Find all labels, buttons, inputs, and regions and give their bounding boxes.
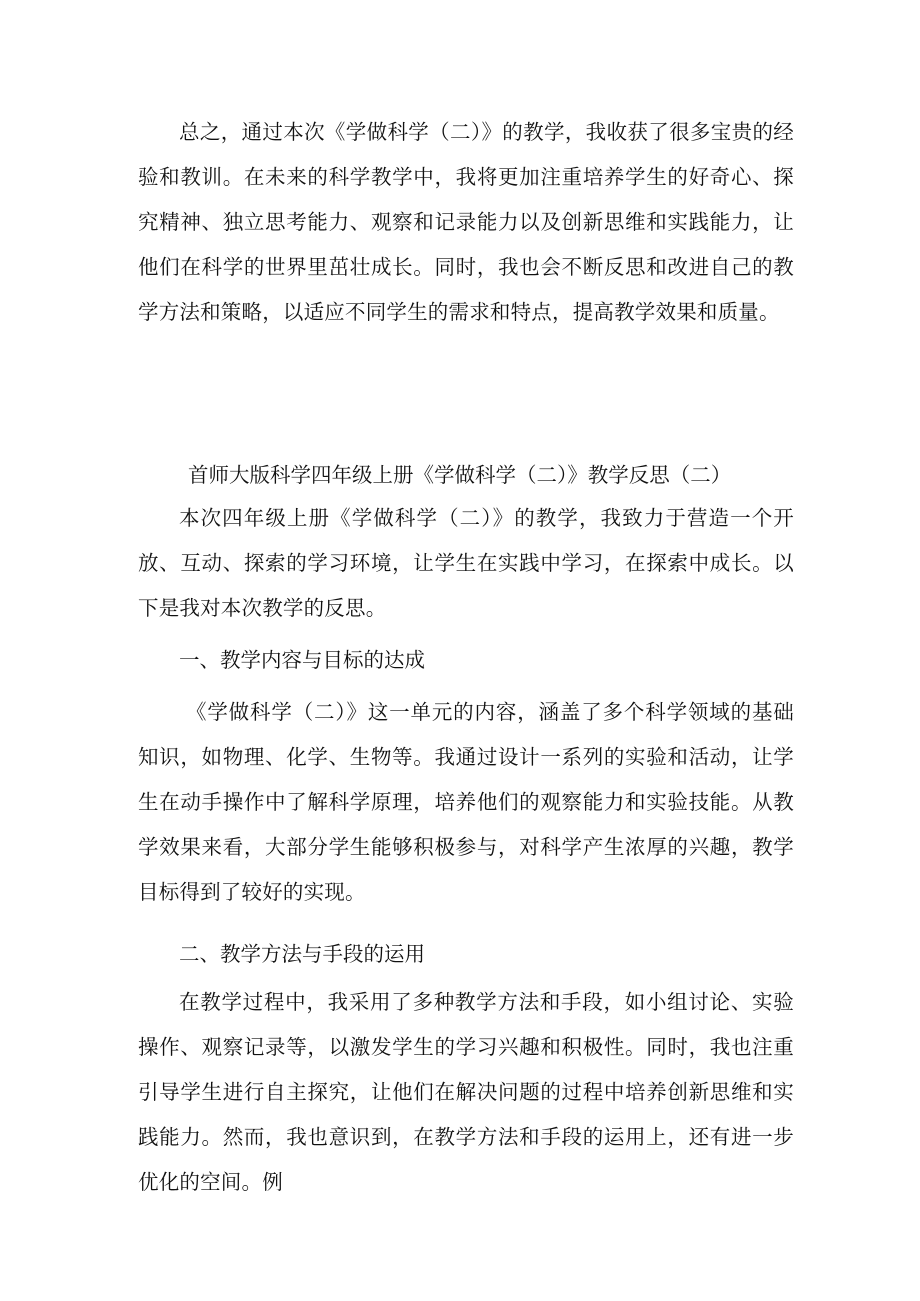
section-1-heading: 一、教学内容与目标的达成 [179, 648, 425, 672]
section-1-paragraph: 《学做科学（二）》这一单元的内容，涵盖了多个科学领域的基础知识，如物理、化学、生物等。我通过设计一系列的实验和活动，让学生在动手操作中了解科学原理，培养他们的观察能力和实验技能。从教学效果来看，大部分学生能够积极参与，对科学产生浓厚的兴趣，教学目标得到了较好的实现。 [138, 700, 794, 904]
summary-paragraph: 总之，通过本次《学做科学（二）》的教学，我收获了很多宝贵的经验和教训。在未来的科学教学中，我将更加注重培养学生的好奇心、探究精神、独立思考能力、观察和记录能力以及创新思维和实践能力，让他们在科学的世界里茁壮成长。同时，我也会不断反思和改进自己的教学方法和策略，以适应不同学生的需求和特点，提高教学效果和质量。 [138, 120, 794, 324]
intro-paragraph: 本次四年级上册《学做科学（二）》的教学，我致力于营造一个开放、互动、探索的学习环境，让学生在实践中学习，在探索中成长。以下是我对本次教学的反思。 [138, 506, 794, 620]
section-2-heading: 二、教学方法与手段的运用 [179, 942, 425, 966]
document-title: 首师大版科学四年级上册《学做科学（二）》教学反思（二） [188, 463, 732, 487]
section-2-paragraph: 在教学过程中，我采用了多种教学方法和手段，如小组讨论、实验操作、观察记录等，以激发学生的学习兴趣和积极性。同时，我也注重引导学生进行自主探究，让他们在解决问题的过程中培养创新思维和实践能力。然而，我也意识到，在教学方法和手段的运用上，还有进一步优化的空间。例 [138, 990, 794, 1194]
